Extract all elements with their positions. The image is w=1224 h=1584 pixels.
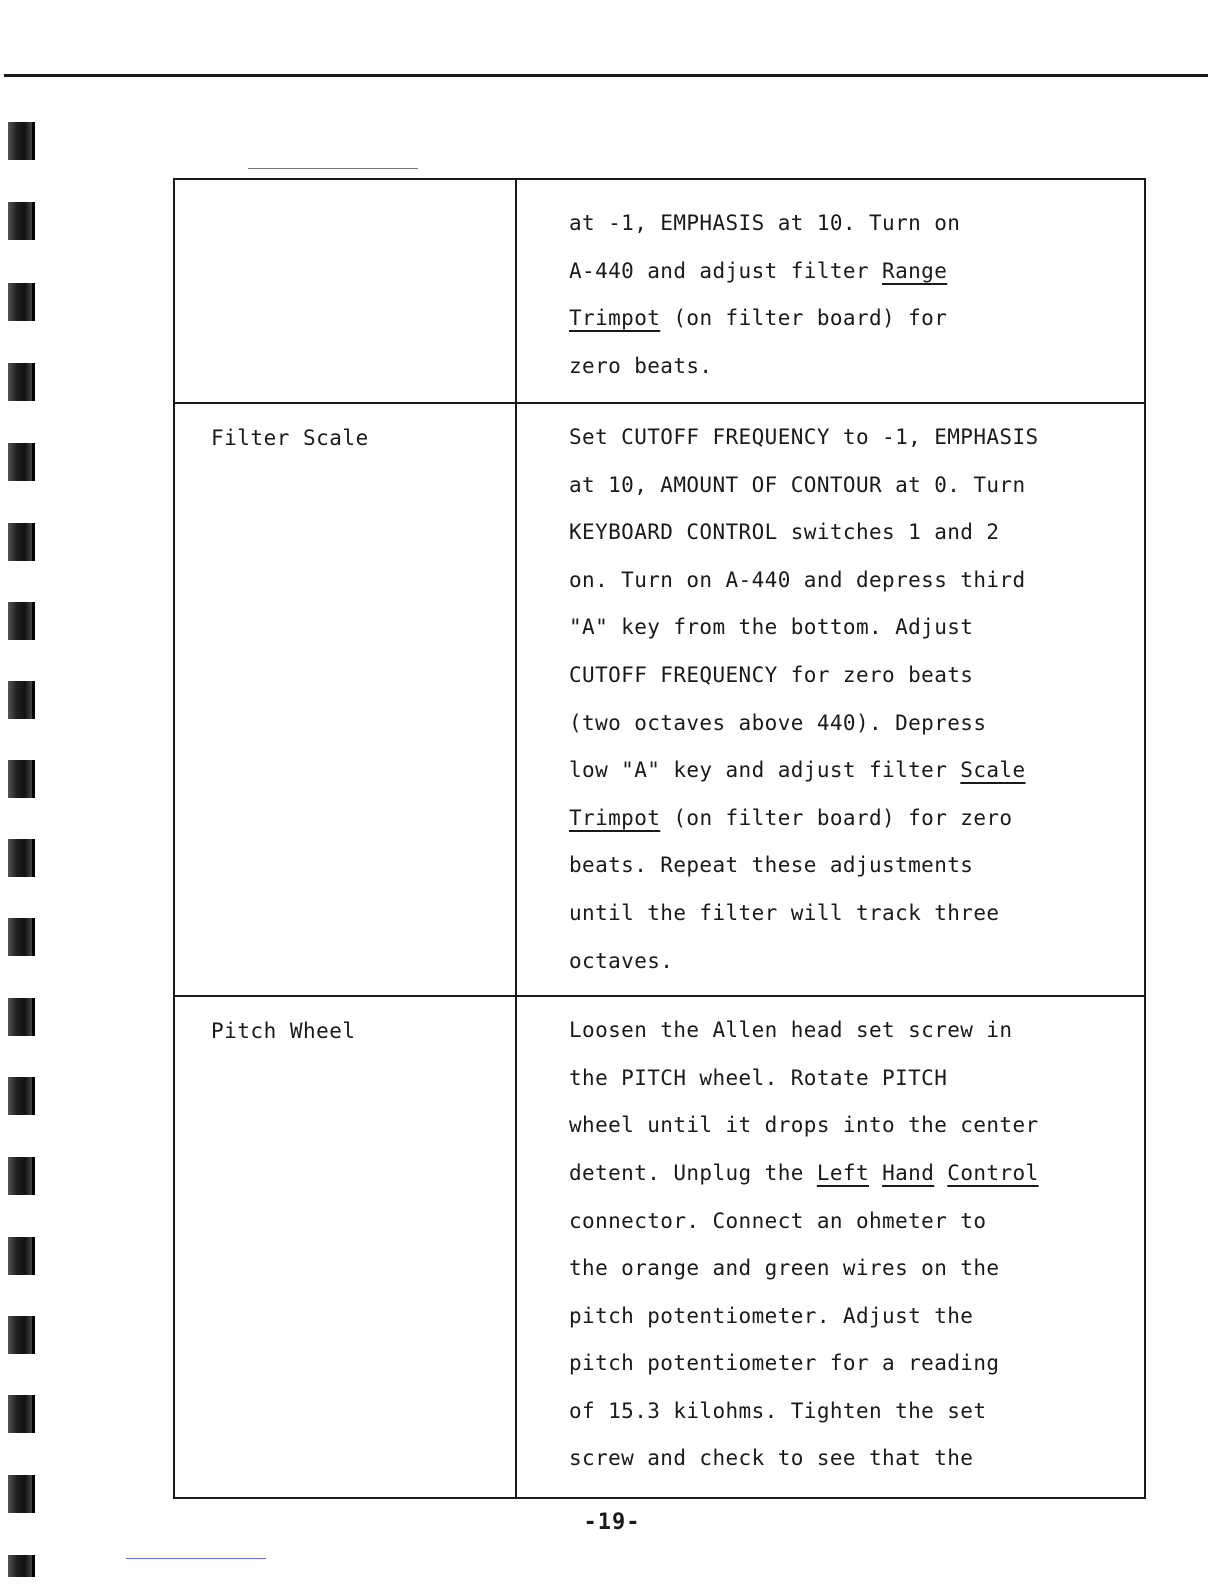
text-line: at 10, AMOUNT OF CONTOUR at 0. Turn [569, 472, 1026, 497]
text-line: pitch potentiometer. Adjust the [569, 1303, 974, 1328]
text-line: pitch potentiometer for a reading [569, 1351, 1000, 1376]
text-line: CUTOFF FREQUENCY for zero beats [569, 662, 974, 687]
procedure-name-cell [174, 403, 516, 996]
procedure-steps-cell [516, 996, 1145, 1498]
text-line: connector. Connect an ohmeter to [569, 1208, 987, 1233]
top-rule [4, 74, 1208, 77]
text-line: octaves. [569, 948, 674, 973]
text-line: Set CUTOFF FREQUENCY to -1, EMPHASIS [569, 425, 1039, 449]
text-line: beats. Repeat these adjustments [569, 853, 974, 878]
text-line: Trimpot (on filter board) for [569, 306, 948, 331]
text-line: KEYBOARD CONTROL switches 1 and 2 [569, 520, 1000, 545]
text-line: low "A" key and adjust filter Scale [569, 758, 1026, 783]
procedure-table [173, 178, 1146, 1499]
procedure-name [175, 180, 515, 202]
binder-hole [8, 1475, 35, 1513]
binder-hole [8, 602, 35, 640]
underlined-term: Trimpot [569, 306, 661, 331]
text-line: until the filter will track three [569, 900, 1000, 925]
binder-hole [8, 122, 35, 160]
procedure-steps-cell [516, 403, 1145, 996]
underlined-term: Control [947, 1160, 1039, 1185]
binder-hole [8, 443, 35, 481]
binder-hole [8, 363, 35, 401]
text-line: the PITCH wheel. Rotate PITCH [569, 1065, 948, 1090]
text-line: detent. Unplug the Left Hand Control [569, 1160, 1039, 1185]
binder-hole [8, 839, 35, 877]
procedure-steps-cell [516, 179, 1145, 403]
binder-holes [0, 0, 40, 1584]
binder-hole [8, 760, 35, 798]
text-line: wheel until it drops into the center [569, 1113, 1039, 1138]
underlined-term: Hand [882, 1160, 935, 1185]
procedure-name-cell [174, 996, 516, 1498]
underlined-term: Left [816, 1160, 870, 1185]
text-line: A-440 and adjust filter Range [569, 258, 948, 283]
table-row [174, 996, 1145, 1498]
text-line: at -1, EMPHASIS at 10. Turn on [569, 211, 961, 235]
binder-hole [8, 202, 35, 240]
text-line: on. Turn on A-440 and depress third [569, 567, 1026, 592]
procedure-name: Filter Scale [211, 426, 369, 450]
underlined-term: Trimpot [569, 805, 661, 830]
scan-mark [248, 168, 418, 169]
binder-hole [8, 1555, 35, 1577]
text-line: the orange and green wires on the [569, 1256, 1000, 1281]
table-row [174, 179, 1145, 403]
binder-hole [8, 1316, 35, 1354]
binder-hole [8, 1237, 35, 1275]
text-line: "A" key from the bottom. Adjust [569, 615, 974, 640]
text-line: Trimpot (on filter board) for zero [569, 805, 1013, 830]
binder-hole [8, 523, 35, 561]
binder-hole [8, 1395, 35, 1433]
text-line: screw and check to see that the [569, 1446, 974, 1471]
procedure-name: Pitch Wheel [211, 1019, 356, 1044]
binder-hole [8, 918, 35, 956]
binder-hole [8, 1157, 35, 1195]
binder-hole [8, 681, 35, 719]
procedure-name-cell [174, 179, 516, 403]
procedure-steps [517, 404, 1144, 995]
binder-hole [8, 998, 35, 1036]
text-line: of 15.3 kilohms. Tighten the set [569, 1398, 987, 1423]
procedure-steps [517, 180, 1144, 398]
underlined-term: Range [882, 258, 948, 283]
page-number: -19- [583, 1510, 641, 1535]
scan-edge-line [126, 1558, 266, 1559]
procedure-steps [517, 997, 1144, 1491]
text-line: Loosen the Allen head set screw in [569, 1018, 1013, 1043]
table-row [174, 403, 1145, 996]
underlined-term: Scale [960, 758, 1026, 783]
binder-hole [8, 283, 35, 321]
binder-hole [8, 1077, 35, 1115]
text-line: (two octaves above 440). Depress [569, 710, 987, 735]
text-line: zero beats. [569, 353, 713, 378]
